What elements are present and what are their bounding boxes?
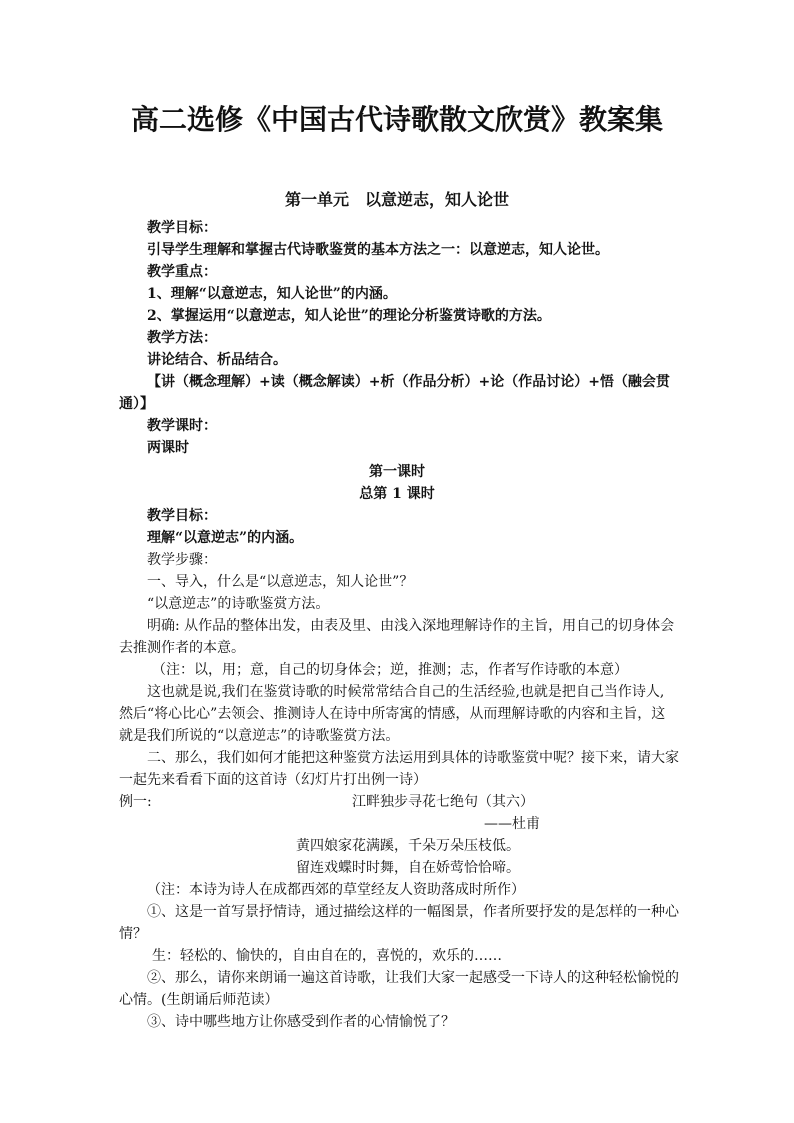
method-detail-line-2: 通）】 bbox=[119, 396, 154, 412]
poem-title: 江畔独步寻花七绝句（其六） bbox=[352, 794, 534, 810]
method-label: 教学方法： bbox=[147, 330, 217, 346]
question-2-line-2: 心情。(生朗诵后师范读） bbox=[119, 992, 279, 1008]
answer-1: 生：轻松的、愉快的，自由自在的，喜悦的，欢乐的…… bbox=[152, 948, 502, 964]
step-2-line-1: 二、那么，我们如何才能把这种鉴赏方法运用到具体的诗歌鉴赏中呢？接下来，请大家 bbox=[147, 750, 679, 766]
method-detail-line-1: 【讲（概念理解）+读（概念解读）+析（作品分析）+论（作品讨论）+悟（融会贯 bbox=[147, 374, 670, 390]
focus-label: 教学重点： bbox=[147, 264, 217, 280]
focus-item-2: 2、掌握运用“以意逆志，知人论世”的理论分析鉴赏诗歌的方法。 bbox=[147, 308, 551, 324]
note-1: （注：以，用；意，自己的切身体会；逆，推测；志，作者写作诗歌的本意） bbox=[152, 662, 628, 678]
paragraph-line-3: 就是我们所说的“以意逆志”的诗歌鉴赏方法。 bbox=[119, 728, 400, 744]
goal-text: 引导学生理解和掌握古代诗歌鉴赏的基本方法之一：以意逆志，知人论世。 bbox=[147, 242, 609, 258]
steps-label: 教学步骤： bbox=[147, 552, 217, 568]
goal-label: 教学目标： bbox=[147, 220, 217, 236]
unit-title: 第一单元 以意逆志，知人论世 bbox=[284, 190, 509, 209]
lesson-total: 总第 1 课时 bbox=[359, 486, 435, 502]
poem-author: ——杜甫 bbox=[484, 816, 540, 832]
lesson-goal-label: 教学目标： bbox=[147, 508, 217, 524]
step-2-line-2: 一起先来看看下面的这首诗（幻灯片打出例一诗） bbox=[119, 772, 427, 788]
step-1: 一、导入，什么是“以意逆志，知人论世”？ bbox=[147, 574, 414, 590]
question-2-line-1: ②、那么，请你来朗诵一遍这首诗歌，让我们大家一起感受一下诗人的这种轻松愉悦的 bbox=[147, 970, 679, 986]
focus-item-1: 1、理解“以意逆志，知人论世”的内涵。 bbox=[147, 286, 397, 302]
question-1-line-2: 情？ bbox=[119, 926, 147, 942]
question-3: ③、诗中哪些地方让你感受到作者的心情愉悦了？ bbox=[147, 1014, 455, 1030]
lesson-goal-text: 理解“以意逆志”的内涵。 bbox=[147, 530, 304, 546]
note-2: （注：本诗为诗人在成都西郊的草堂经友人资助落成时所作） bbox=[147, 882, 525, 898]
paragraph-line-1: 这也就是说,我们在鉴赏诗歌的时候常常结合自己的生活经验,也就是把自己当作诗人, bbox=[147, 684, 665, 700]
step-1-sub: “以意逆志”的诗歌鉴赏方法。 bbox=[147, 596, 330, 612]
document-title: 高二选修《中国古代诗歌散文欣赏》教案集 bbox=[130, 103, 663, 136]
clarify-line-1: 明确: 从作品的整体出发，由表及里、由浅入深地理解诗作的主旨，用自己的切身体会 bbox=[147, 618, 675, 634]
paragraph-line-2: 然后“将心比心”去领会、推测诗人在诗中所寄寓的情感，从而理解诗歌的内容和主旨，这 bbox=[119, 706, 666, 722]
hours-label: 教学课时： bbox=[147, 418, 217, 434]
poem-line-2: 留连戏蝶时时舞，自在娇莺恰恰啼。 bbox=[296, 860, 520, 876]
question-1-line-1: ①、这是一首写景抒情诗，通过描绘这样的一幅图景，作者所要抒发的是怎样的一种心 bbox=[147, 904, 679, 920]
example-label: 例一: bbox=[119, 794, 152, 810]
lesson-title: 第一课时 bbox=[369, 464, 425, 480]
method-text: 讲论结合、析品结合。 bbox=[147, 352, 287, 368]
poem-line-1: 黄四娘家花满蹊，千朵万朵压枝低。 bbox=[296, 838, 520, 854]
clarify-line-2: 去推测作者的本意。 bbox=[119, 640, 245, 656]
hours-text: 两课时 bbox=[147, 440, 189, 456]
